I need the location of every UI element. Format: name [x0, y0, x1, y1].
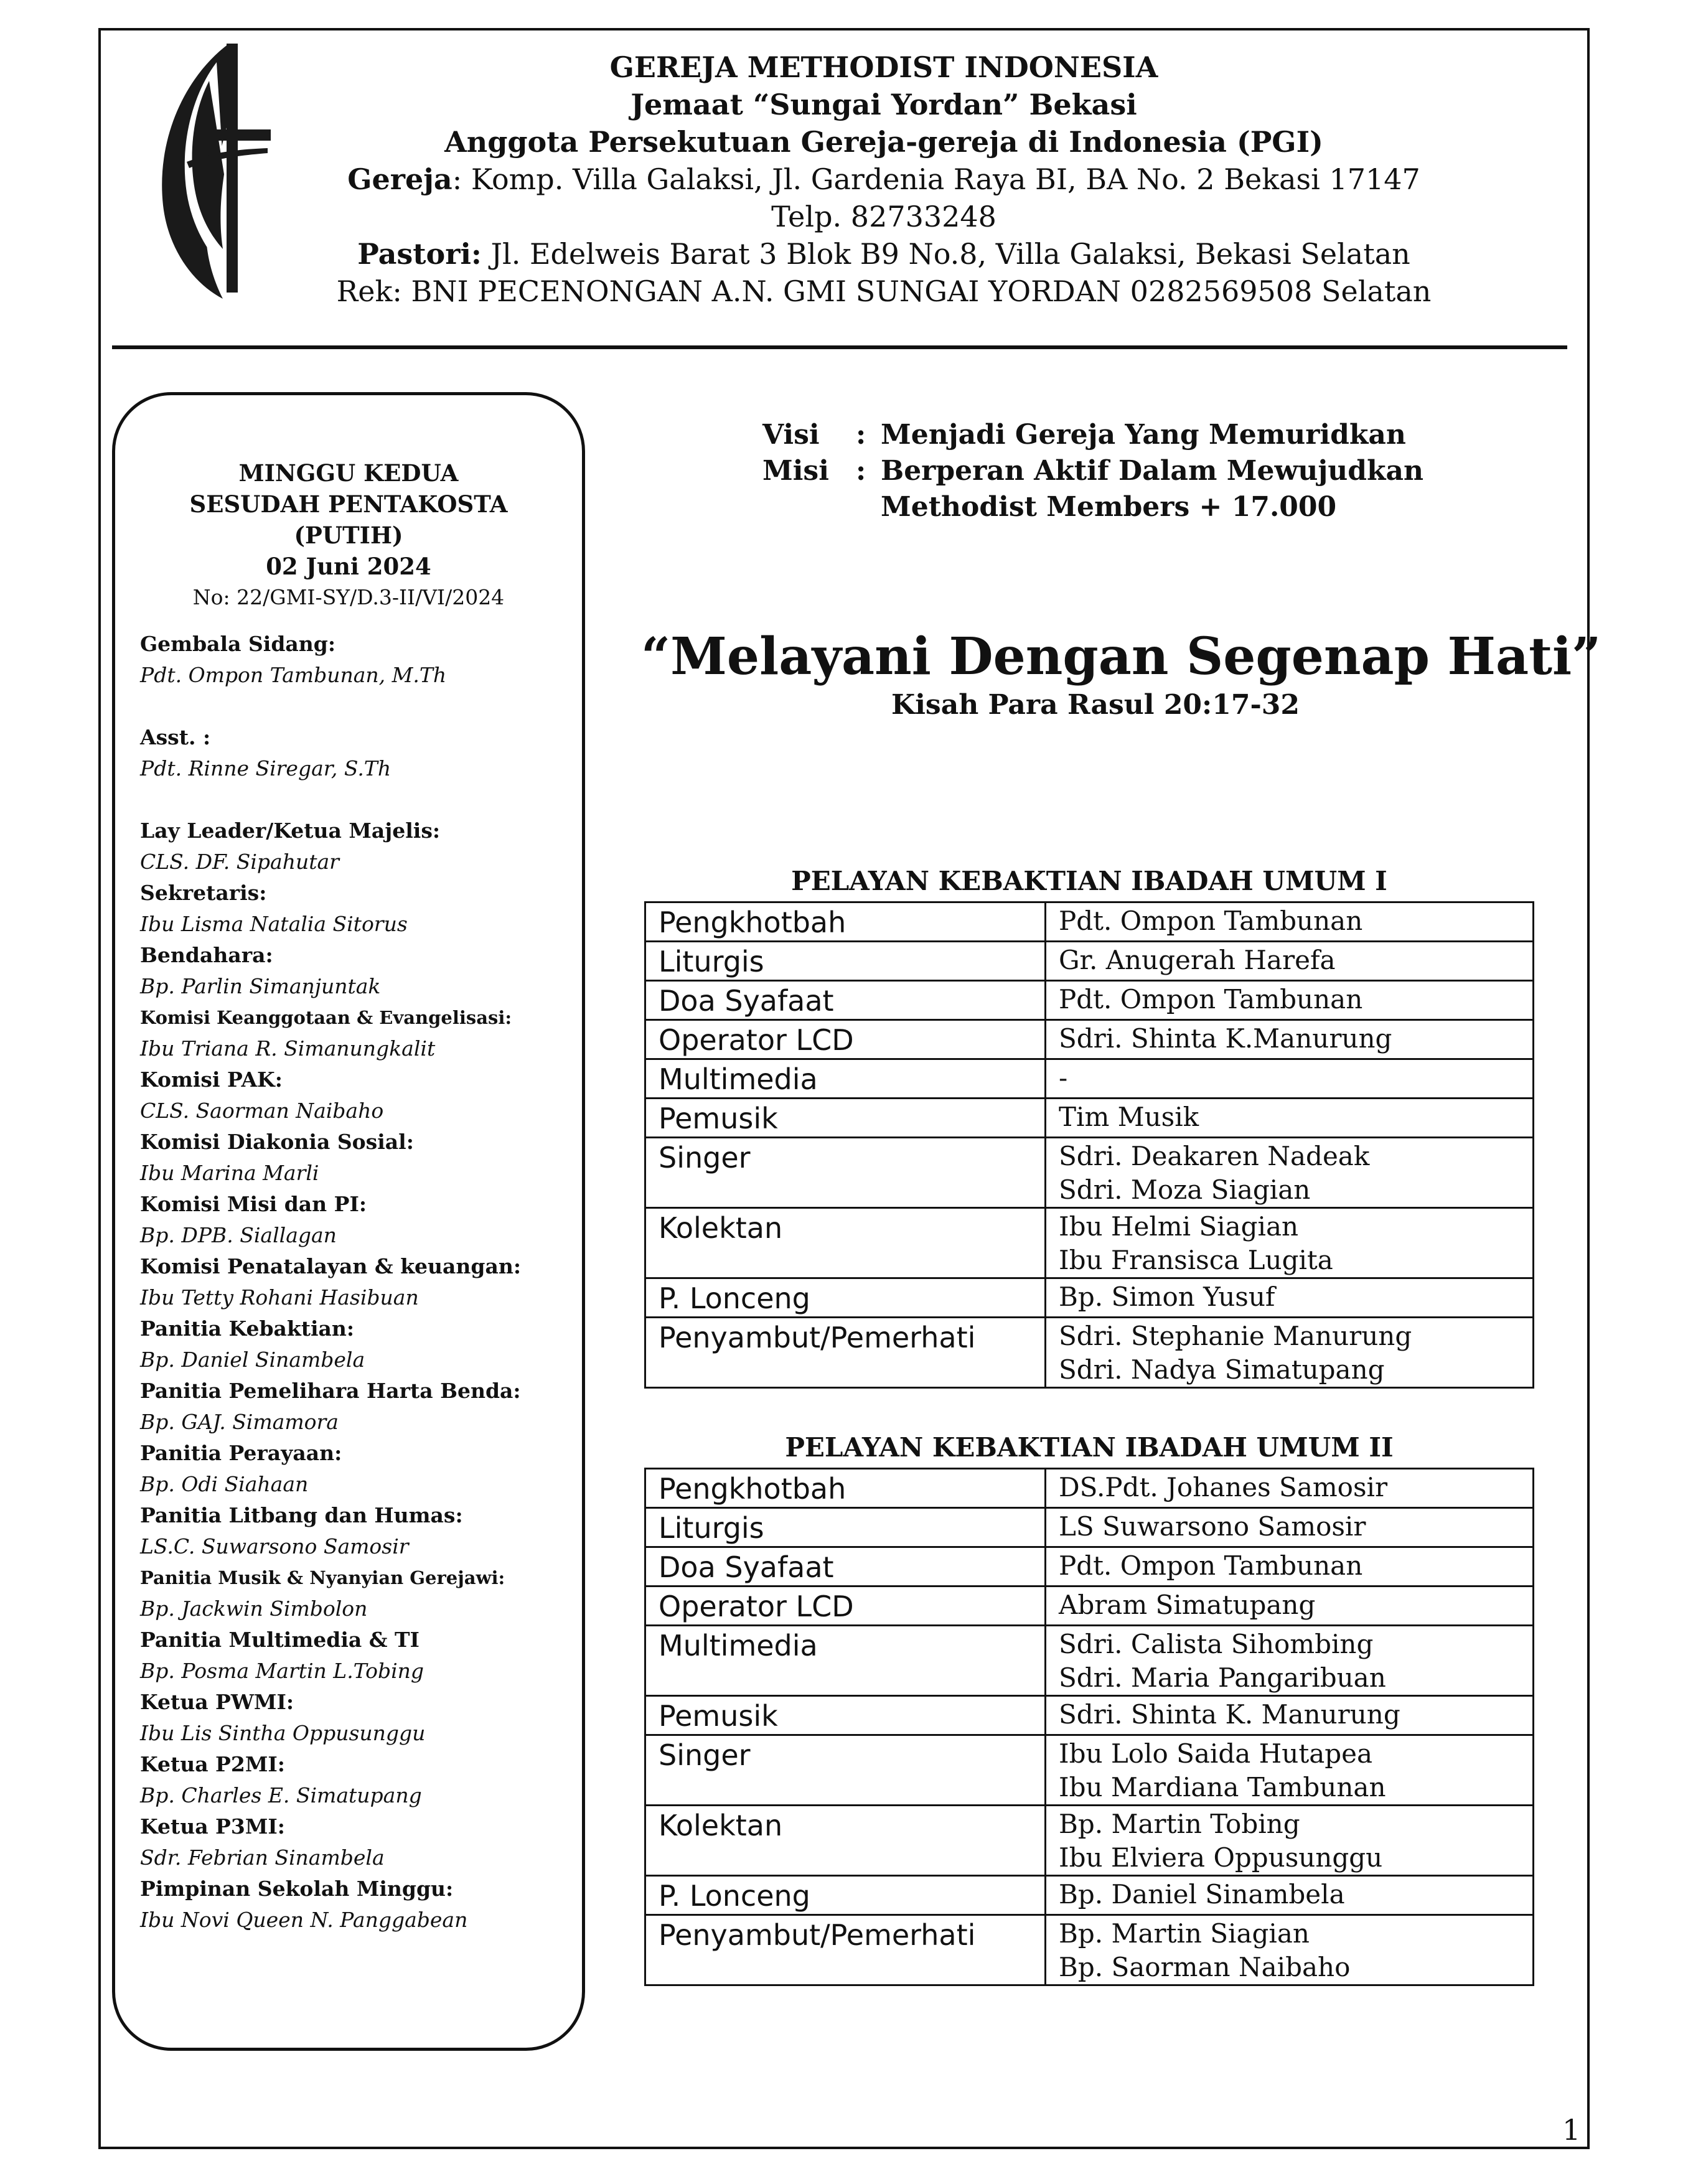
- official-name: Bp. DPB. Siallagan: [140, 1223, 337, 1247]
- table-row: [645, 1806, 1534, 1876]
- duty-role: Liturgis: [645, 1508, 1046, 1547]
- duty-role: Multimedia: [645, 1059, 1046, 1099]
- servant-name: Gr. Anugerah Harefa: [1059, 945, 1336, 975]
- official-name: Pdt. Rinne Siregar, S.Th: [140, 756, 392, 780]
- servant-name: -: [1059, 1062, 1068, 1093]
- cross-flame-logo: [149, 37, 274, 311]
- official-role: Panitia Litbang dan Humas:: [140, 1503, 463, 1527]
- duty-role: Pemusik: [645, 1099, 1046, 1138]
- servant-name: Sdri. Shinta K. Manurung: [1059, 1699, 1400, 1730]
- official-name: Bp. GAJ. Simamora: [140, 1410, 339, 1434]
- schedule-title: PELAYAN KEBAKTIAN IBADAH UMUM I: [791, 866, 1387, 896]
- official-name: Bp. Odi Siahaan: [140, 1472, 309, 1496]
- table-row: [645, 1318, 1534, 1388]
- duty-names: [1046, 942, 1534, 981]
- bank-account: Rek: BNI PECENONGAN A.N. GMI SUNGAI YORDAN 0282569508 Selatan: [336, 274, 1432, 308]
- duty-names: [1046, 1318, 1534, 1388]
- official-role: Komisi Keanggotaan & Evangelisasi:: [140, 1007, 512, 1028]
- duty-role: P. Lonceng: [645, 1278, 1046, 1318]
- servant-name: Pdt. Ompon Tambunan: [1059, 1550, 1363, 1581]
- table-row: [645, 1138, 1534, 1208]
- duty-names: [1046, 1278, 1534, 1318]
- duty-names: [1046, 1915, 1534, 1985]
- duty-role: Penyambut/Pemerhati: [645, 1318, 1046, 1388]
- servant-name: Sdri. Nadya Simatupang: [1059, 1354, 1385, 1385]
- service-schedule-2: [644, 1432, 1534, 1986]
- duty-names: [1046, 1735, 1534, 1806]
- servant-name: Ibu Fransisca Lugita: [1059, 1245, 1333, 1275]
- table-row: [645, 1876, 1534, 1915]
- duty-names: [1046, 1469, 1534, 1508]
- gereja-label: Gereja: [347, 162, 452, 196]
- vision-mission: [762, 417, 1423, 525]
- servant-name: Sdri. Calista Sihombing: [1059, 1629, 1374, 1659]
- duty-names: [1046, 981, 1534, 1020]
- duty-role: Operator LCD: [645, 1586, 1046, 1626]
- duty-names: [1046, 1626, 1534, 1696]
- telephone: Telp. 82733248: [771, 200, 996, 233]
- official-role: Lay Leader/Ketua Majelis:: [140, 818, 441, 843]
- official-role: Ketua PWMI:: [140, 1690, 294, 1714]
- servant-name: Sdri. Shinta K.Manurung: [1059, 1023, 1392, 1054]
- servant-name: Tim Musik: [1059, 1102, 1199, 1132]
- pastori-label: Pastori:: [357, 237, 482, 271]
- misi-text: Berperan Aktif Dalam Mewujudkan: [881, 455, 1424, 487]
- servant-name: Bp. Simon Yusuf: [1059, 1282, 1275, 1312]
- servant-name: Ibu Lolo Saida Hutapea: [1059, 1738, 1373, 1769]
- table-row: [645, 1508, 1534, 1547]
- official-role: Pimpinan Sekolah Minggu:: [140, 1877, 454, 1901]
- official-role: Panitia Multimedia & TI: [140, 1628, 420, 1652]
- table-row: [645, 1547, 1534, 1586]
- duty-names: [1046, 1208, 1534, 1278]
- service-date: 02 Juni 2024: [266, 553, 431, 580]
- official-role: Sekretaris:: [140, 881, 267, 905]
- table-row: [645, 1059, 1534, 1099]
- church-name: GEREJA METHODIST INDONESIA: [609, 50, 1158, 84]
- sermon-theme: [641, 626, 1601, 723]
- pastori-address: Jl. Edelweis Barat 3 Blok B9 No.8, Villa Galaksi, Bekasi Selatan: [481, 237, 1410, 271]
- theme-title: “Melayani Dengan Segenap Hati”: [641, 627, 1601, 687]
- duty-names: [1046, 1547, 1534, 1586]
- church-header: [286, 49, 1481, 310]
- liturgical-color: (PUTIH): [294, 522, 403, 549]
- duty-names: [1046, 1508, 1534, 1547]
- table-row: [645, 1735, 1534, 1806]
- duty-names: [1046, 1806, 1534, 1876]
- servant-name: Abram Simatupang: [1059, 1590, 1316, 1620]
- duty-role: Liturgis: [645, 942, 1046, 981]
- official-role: Komisi Diakonia Sosial:: [140, 1130, 414, 1154]
- bulletin-number: No: 22/GMI-SY/D.3-II/VI/2024: [192, 585, 505, 609]
- official-role: Komisi PAK:: [140, 1067, 283, 1092]
- header-divider: [112, 345, 1567, 349]
- servant-name: Sdri. Maria Pangaribuan: [1059, 1662, 1386, 1693]
- servant-name: Bp. Martin Tobing: [1059, 1809, 1300, 1839]
- official-name: Bp. Posma Martin L.Tobing: [140, 1659, 424, 1683]
- official-name: Ibu Lis Sintha Oppusunggu: [140, 1721, 426, 1745]
- congregation-name: Jemaat “Sungai Yordan” Bekasi: [631, 88, 1137, 121]
- official-name: LS.C. Suwarsono Samosir: [140, 1534, 409, 1558]
- duty-role: Doa Syafaat: [645, 1547, 1046, 1586]
- official-name: Bp. Parlin Simanjuntak: [140, 974, 381, 998]
- gereja-address: : Komp. Villa Galaksi, Jl. Gardenia Raya BI, BA No. 2 Bekasi 17147: [452, 162, 1420, 196]
- official-name: Sdr. Febrian Sinambela: [140, 1845, 385, 1870]
- official-name: Ibu Marina Marli: [140, 1161, 319, 1185]
- duty-role: Pemusik: [645, 1696, 1046, 1735]
- official-role: Komisi Misi dan PI:: [140, 1192, 367, 1216]
- duty-role: Doa Syafaat: [645, 981, 1046, 1020]
- schedule-title: PELAYAN KEBAKTIAN IBADAH UMUM II: [785, 1432, 1394, 1463]
- servant-name: Sdri. Deakaren Nadeak: [1059, 1141, 1370, 1171]
- servant-name: Sdri. Moza Siagian: [1059, 1174, 1311, 1205]
- servant-name: Ibu Mardiana Tambunan: [1059, 1772, 1386, 1802]
- servant-name: Bp. Martin Siagian: [1059, 1918, 1310, 1949]
- official-name: Ibu Lisma Natalia Sitorus: [140, 912, 408, 936]
- table-row: [645, 1586, 1534, 1626]
- duty-role: Pengkhotbah: [645, 902, 1046, 942]
- duty-names: [1046, 1138, 1534, 1208]
- servant-name: Ibu Elviera Oppusunggu: [1059, 1842, 1383, 1873]
- scripture-reference: Kisah Para Rasul 20:17-32: [891, 689, 1300, 721]
- schedule-table: [644, 901, 1534, 1389]
- table-row: [645, 1469, 1534, 1508]
- official-name: Bp. Daniel Sinambela: [140, 1347, 365, 1372]
- duty-role: P. Lonceng: [645, 1876, 1046, 1915]
- duty-role: Multimedia: [645, 1626, 1046, 1696]
- official-role: Ketua P3MI:: [140, 1814, 285, 1839]
- official-name: Bp. Charles E. Simatupang: [140, 1783, 422, 1807]
- table-row: [645, 1696, 1534, 1735]
- sunday-line-2: SESUDAH PENTAKOSTA: [189, 490, 508, 518]
- servant-name: Pdt. Ompon Tambunan: [1059, 984, 1363, 1015]
- duty-names: [1046, 1586, 1534, 1626]
- official-role: Panitia Musik & Nyanyian Gerejawi:: [140, 1567, 505, 1588]
- servant-name: Pdt. Ompon Tambunan: [1059, 906, 1363, 936]
- misi-label: Misi: [762, 455, 829, 487]
- sunday-line-1: MINGGU KEDUA: [238, 459, 459, 487]
- duty-names: [1046, 902, 1534, 942]
- official-name: Ibu Tetty Rohani Hasibuan: [140, 1285, 419, 1310]
- servant-name: Bp. Saorman Naibaho: [1059, 1952, 1351, 1982]
- official-name: Bp. Jackwin Simbolon: [140, 1596, 368, 1621]
- pgi-membership: Anggota Persekutuan Gereja-gereja di Indonesia (PGI): [444, 125, 1323, 159]
- official-role: Bendahara:: [140, 943, 273, 967]
- official-role: Gembala Sidang:: [140, 632, 336, 656]
- servant-name: LS Suwarsono Samosir: [1059, 1511, 1366, 1542]
- official-name: CLS. DF. Sipahutar: [140, 850, 339, 874]
- colon: :: [856, 455, 866, 487]
- official-role: Ketua P2MI:: [140, 1752, 285, 1776]
- service-schedule-1: [644, 865, 1534, 1389]
- duty-names: [1046, 1876, 1534, 1915]
- servant-name: DS.Pdt. Johanes Samosir: [1059, 1472, 1388, 1502]
- official-name: CLS. Saorman Naibaho: [140, 1099, 384, 1123]
- table-row: [645, 1099, 1534, 1138]
- official-role: Panitia Pemelihara Harta Benda:: [140, 1379, 521, 1403]
- officials-panel: [112, 392, 585, 2051]
- table-row: [645, 1278, 1534, 1318]
- duty-names: [1046, 1020, 1534, 1059]
- official-name: Pdt. Ompon Tambunan, M.Th: [140, 663, 447, 687]
- table-row: [645, 902, 1534, 942]
- duty-names: [1046, 1099, 1534, 1138]
- official-role: Komisi Penatalayan & keuangan:: [140, 1254, 522, 1278]
- page-number: 1: [1562, 2113, 1581, 2147]
- table-row: [645, 1915, 1534, 1985]
- sunday-info: [115, 457, 582, 613]
- servant-name: Bp. Daniel Sinambela: [1059, 1879, 1345, 1910]
- duty-role: Singer: [645, 1735, 1046, 1806]
- schedule-table: [644, 1468, 1534, 1986]
- duty-role: Penyambut/Pemerhati: [645, 1915, 1046, 1985]
- duty-role: Operator LCD: [645, 1020, 1046, 1059]
- servant-name: Sdri. Stephanie Manurung: [1059, 1321, 1412, 1351]
- official-name: Ibu Triana R. Simanungkalit: [140, 1036, 436, 1061]
- official-role: Panitia Perayaan:: [140, 1441, 342, 1465]
- official-role: Panitia Kebaktian:: [140, 1316, 355, 1341]
- duty-names: [1046, 1059, 1534, 1099]
- official-role: Asst. :: [140, 725, 211, 749]
- parsonage-address: [286, 235, 1481, 273]
- duty-role: Kolektan: [645, 1806, 1046, 1876]
- visi-label: Visi: [762, 419, 820, 451]
- table-row: [645, 1208, 1534, 1278]
- misi-text-continued: Methodist Members + 17.000: [881, 491, 1337, 523]
- officials-list: [140, 629, 570, 1936]
- duty-names: [1046, 1696, 1534, 1735]
- duty-role: Singer: [645, 1138, 1046, 1208]
- official-name: Ibu Novi Queen N. Panggabean: [140, 1908, 468, 1932]
- table-row: [645, 942, 1534, 981]
- servant-name: Ibu Helmi Siagian: [1059, 1211, 1299, 1242]
- table-row: [645, 1020, 1534, 1059]
- table-row: [645, 981, 1534, 1020]
- duty-role: Pengkhotbah: [645, 1469, 1046, 1508]
- church-address: [286, 161, 1481, 198]
- table-row: [645, 1626, 1534, 1696]
- colon: :: [856, 419, 866, 451]
- duty-role: Kolektan: [645, 1208, 1046, 1278]
- visi-text: Menjadi Gereja Yang Memuridkan: [881, 419, 1406, 451]
